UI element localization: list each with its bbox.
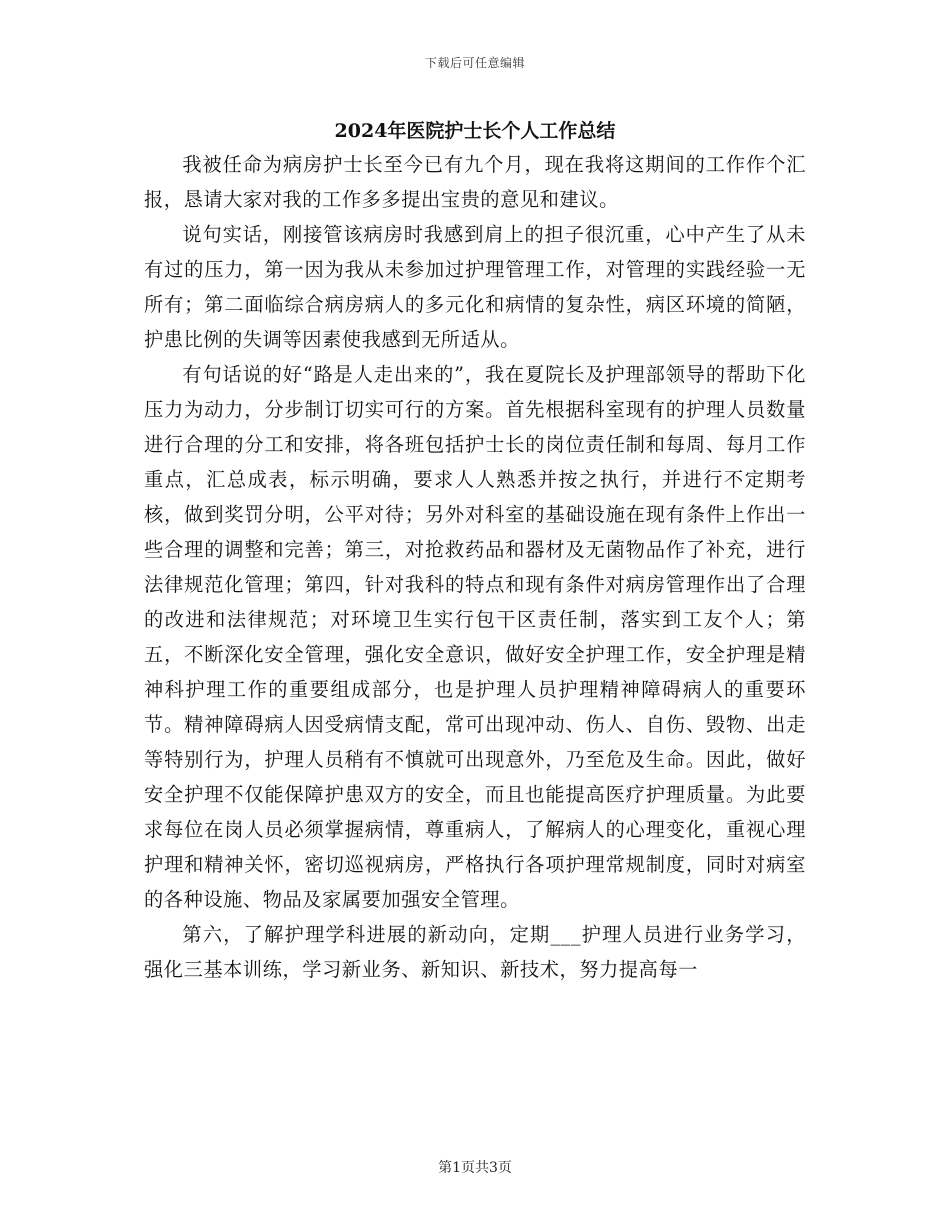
document-title: 2024年医院护士长个人工作总结	[334, 120, 616, 142]
header-note: 下载后可任意编辑	[424, 56, 525, 70]
document-body	[144, 147, 806, 987]
paragraph-1: 我被任命为病房护士长至今已有九个月，现在我将这期间的工作作个汇报，恳请大家对我的工作多多提出宝贵的意见和建议。	[144, 153, 806, 211]
paragraph-2: 说句实话，刚接管该病房时我感到肩上的担子很沉重，心中产生了从未有过的压力，第一因为我从未参加过护理管理工作，对管理的实践经验一无所有；第二面临综合病房病人的多元化和病情的复杂性，病区环境的简陋，护患比例的失调等因素使我感到无所适从。	[144, 223, 806, 351]
paragraph-4: 第六，了解护理学科进展的新动向，定期___护理人员进行业务学习，强化三基本训练，学习新业务、新知识、新技术，努力提高每一	[144, 923, 806, 981]
paragraph-3: 有句话说的好“路是人走出来的”，我在夏院长及护理部领导的帮助下化压力为动力，分步制订切实可行的方案。首先根据科室现有的护理人员数量进行合理的分工和安排，将各班包括护士长的岗位责任制和每周、每月工作重点，汇总成表，标示明确，要求人人熟悉并按之执行，并进行不定期考核，做到奖罚分明，公平对待；另外对科室的基础设施在现有条件上作出一些合理的调整和完善；第三，对抢救药品和器材及无菌物品作了补充，进行法律规范化管理；第四，针对我科的特点和现有条件对病房管理作出了合理的改进和法律规范；对环境卫生实行包干区责任制，落实到工友个人；第五，不断深化安全管理，强化安全意识，做好安全护理工作，安全护理是精神科护理工作的重要组成部分，也是护理人员护理精神障碍病人的重要环节。精神障碍病人因受病情支配，常可出现冲动、伤人、自伤、毁物、出走等特别行为，护理人员稍有不慎就可出现意外，乃至危及生命。因此，做好安全护理不仅能保障护患双方的安全，而且也能提高医疗护理质量。为此要求每位在岗人员必须掌握病情，尊重病人，了解病人的心理变化，重视心理护理和精神关怀，密切巡视病房，严格执行各项护理常规制度，同时对病室的各种设施、物品及家属要加强安全管理。	[144, 363, 806, 911]
page-footer: 第1页共3页	[438, 1160, 512, 1176]
